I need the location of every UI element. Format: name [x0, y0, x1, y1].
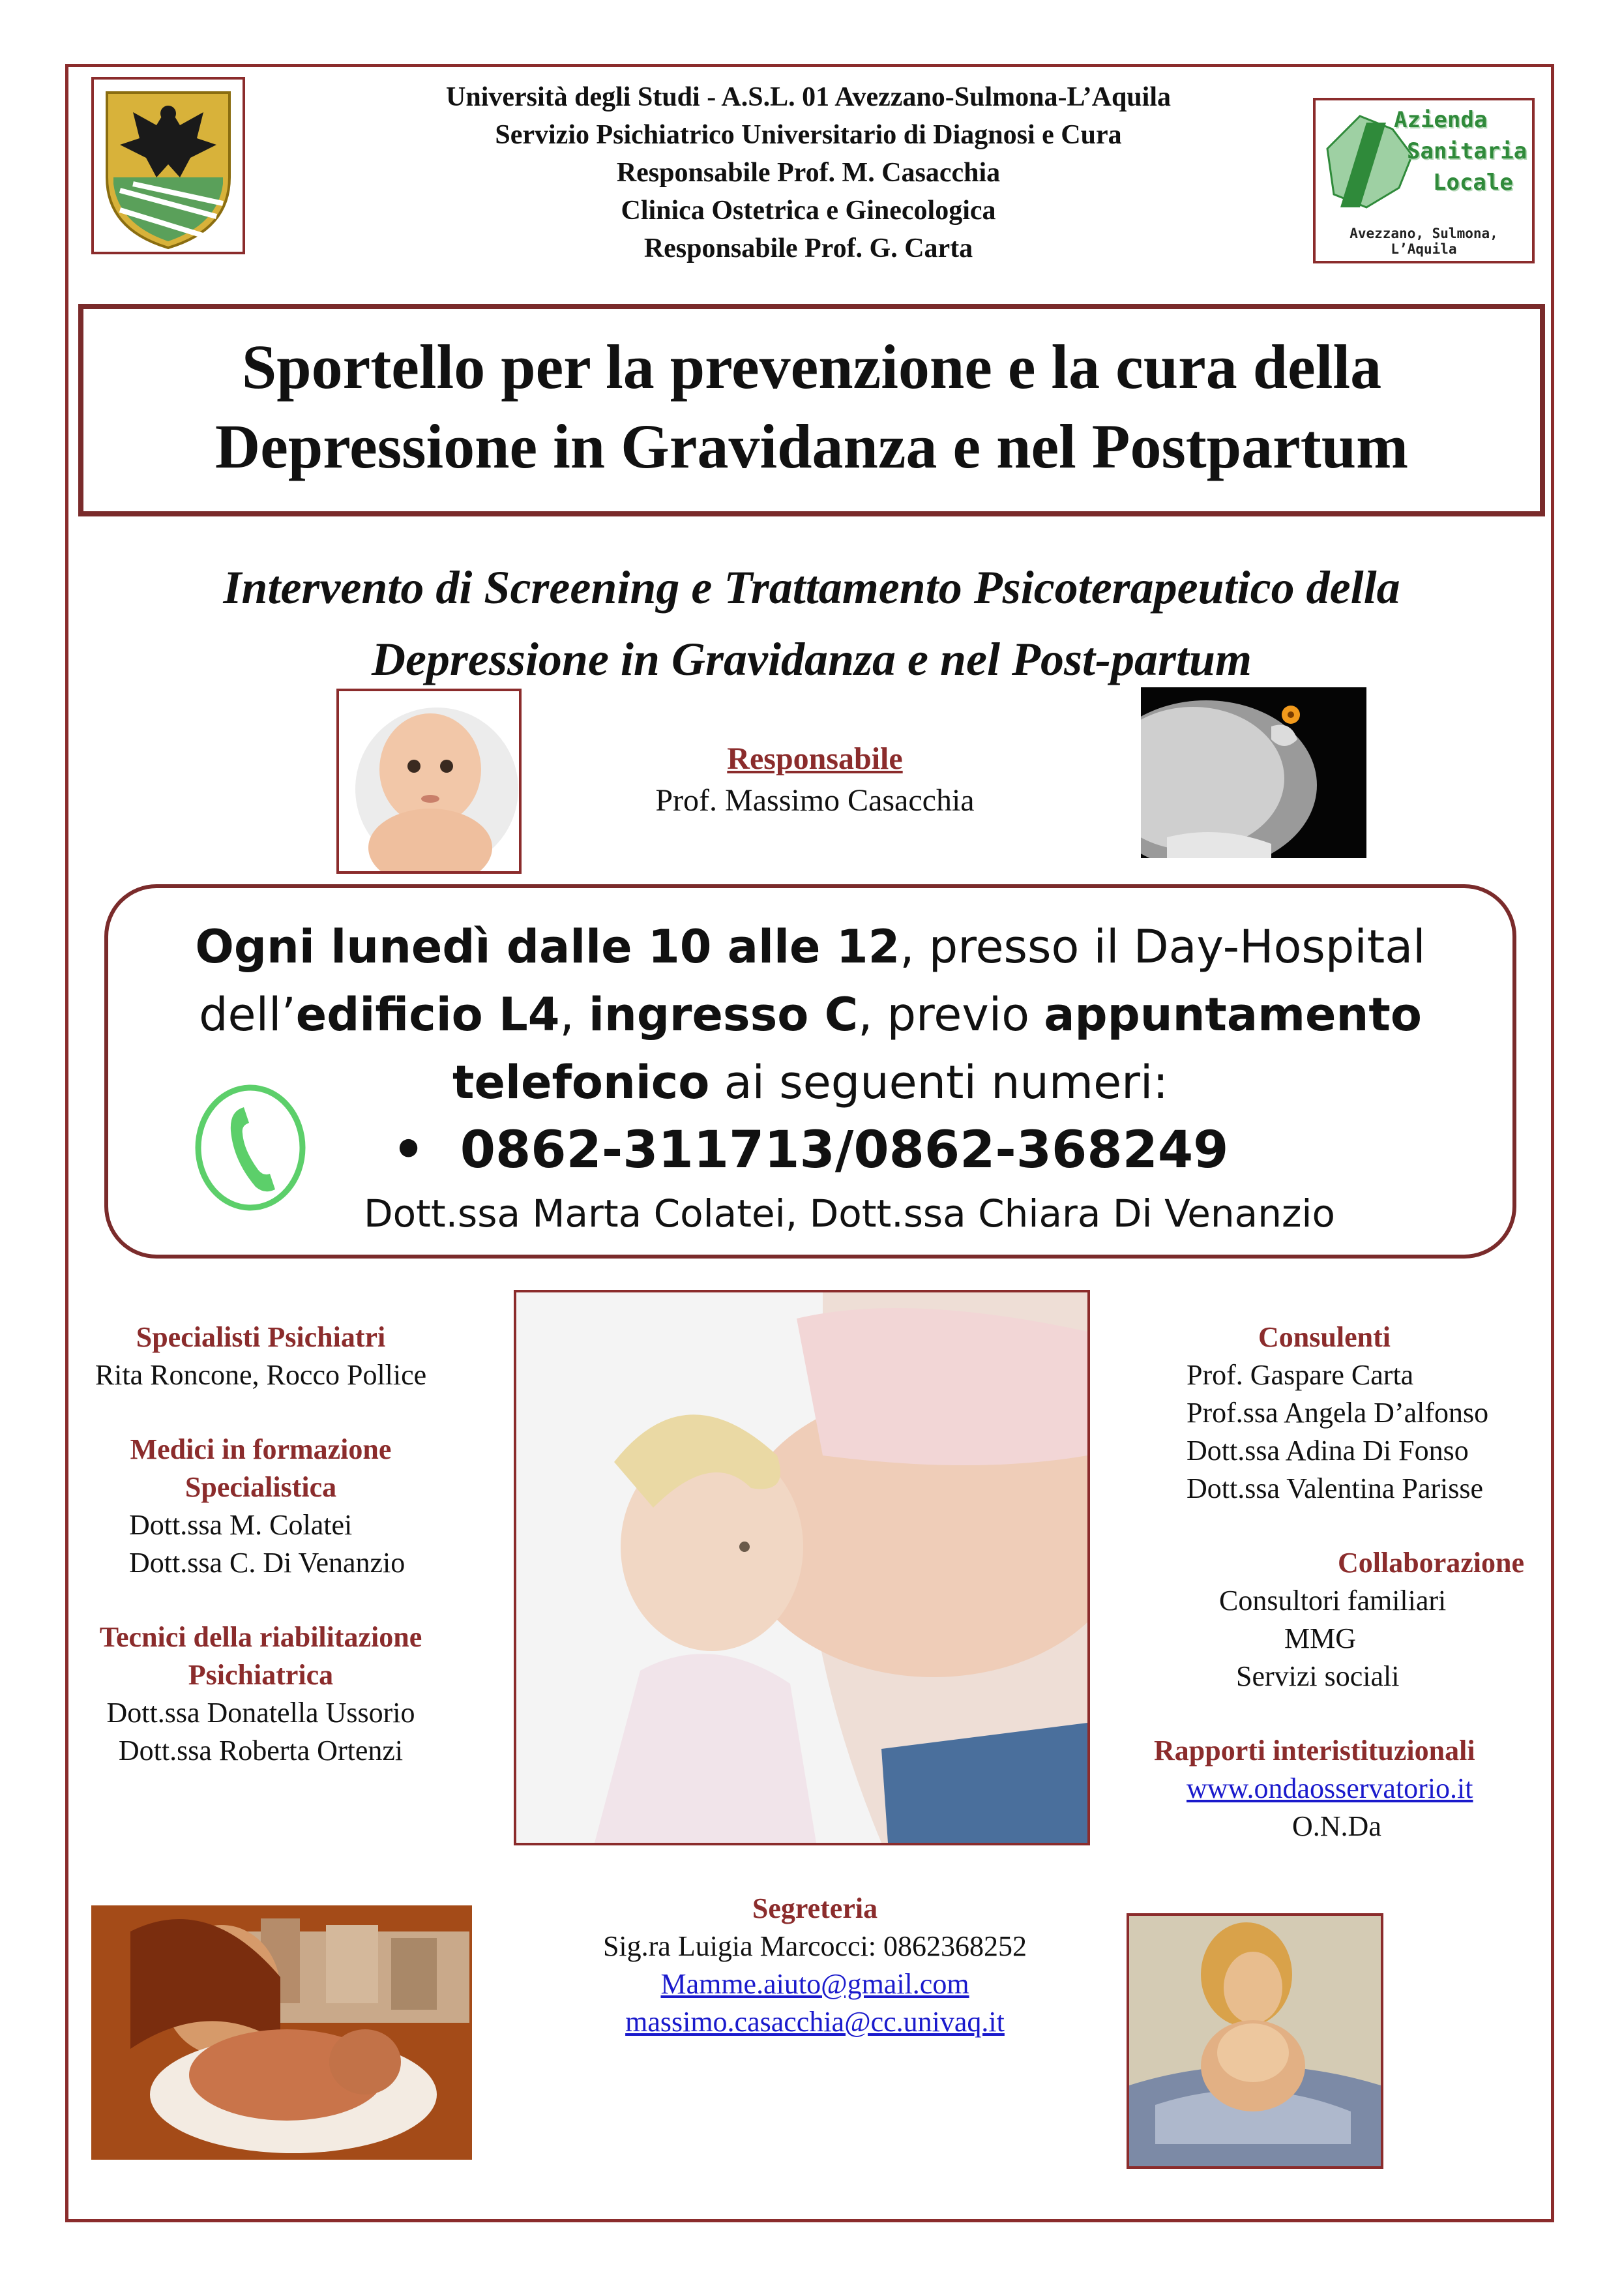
appointment-line-3	[104, 1049, 1516, 1116]
tecnici-name: Dott.ssa Roberta Ortenzi	[118, 1735, 404, 1767]
child-kissing-belly-photo	[514, 1290, 1090, 1845]
collab-item: Servizi sociali	[1236, 1660, 1400, 1692]
right-column	[1154, 1319, 1552, 1845]
text-segment: ai seguenti numeri:	[709, 1056, 1168, 1109]
asl-logo-bottom: Avezzano, Sulmona, L’Aquila	[1349, 226, 1498, 257]
medici-name: Dott.ssa M. Colatei	[129, 1509, 353, 1541]
email-link-casacchia[interactable]: massimo.casacchia@cc.univaq.it	[625, 2006, 1005, 2038]
bullet-icon: •	[392, 1121, 425, 1180]
asl-logo-line1: Azienda	[1394, 107, 1488, 133]
asl-logo-line3: Locale	[1433, 170, 1513, 196]
segreteria-title: Segreteria	[752, 1892, 878, 1924]
appointment-word: appuntamento	[1044, 988, 1422, 1041]
tecnici-name: Dott.ssa Donatella Ussorio	[106, 1697, 415, 1729]
onda-website-link[interactable]: www.ondaosservatorio.it	[1187, 1772, 1473, 1804]
subtitle-line-1: Intervento di Screening e Trattamento Psicoterapeutico della	[223, 561, 1400, 614]
medici-title-2: Specialistica	[184, 1471, 337, 1503]
collab-title: Collaborazione	[1338, 1547, 1524, 1579]
header-line: Clinica Ostetrica e Ginecologica	[621, 196, 996, 226]
responsabile-name: Prof. Massimo Casacchia	[655, 783, 975, 818]
medici-title-1: Medici in formazione	[130, 1433, 392, 1465]
entrance: ingresso C	[588, 988, 859, 1041]
consulenti-name: Prof. Gaspare Carta	[1187, 1359, 1414, 1391]
header-line: Responsabile Prof. M. Casacchia	[616, 158, 1001, 188]
mother-child-painting-right	[1127, 1913, 1383, 2169]
header-line: Università degli Studi - A.S.L. 01 Avezzano-Sulmona-L’Aquila	[446, 82, 1171, 112]
collab-item: Consultori familiari	[1219, 1585, 1447, 1617]
consulenti-name: Prof.ssa Angela D’alfonso	[1187, 1397, 1489, 1429]
psichiatri-title: Specialisti Psichiatri	[136, 1321, 386, 1353]
consulenti-name: Dott.ssa Adina Di Fonso	[1187, 1435, 1469, 1467]
subtitle	[91, 552, 1532, 695]
main-title-box	[78, 304, 1545, 516]
collab-item: MMG	[1284, 1622, 1357, 1654]
contacts-line: Dott.ssa Marta Colatei, Dott.ssa Chiara Di Venanzio	[363, 1191, 1336, 1236]
title-line-1: Sportello per la prevenzione e la cura della	[241, 332, 1382, 402]
left-column	[78, 1319, 443, 1770]
university-logo	[91, 77, 245, 254]
consulenti-name: Dott.ssa Valentina Parisse	[1187, 1472, 1484, 1504]
appointment-text	[104, 913, 1516, 1243]
header-line: Servizio Psichiatrico Universitario di Diagnosi e Cura	[495, 120, 1122, 150]
subtitle-line-2: Depressione in Gravidanza e nel Post-partum	[371, 633, 1252, 685]
title-line-2: Depressione in Gravidanza e nel Postpartum	[214, 411, 1409, 481]
text-segment: dell’	[199, 988, 296, 1041]
tecnici-title-1: Tecnici della riabilitazione	[99, 1621, 422, 1653]
text-segment: , previo	[858, 988, 1044, 1041]
consulenti-title: Consulenti	[1258, 1321, 1391, 1353]
segreteria-contact: Sig.ra Luigia Marcocci: 0862368252	[602, 1930, 1027, 1962]
building: edificio L4	[295, 988, 560, 1041]
pregnancy-photo	[1141, 687, 1366, 858]
onda-org: O.N.Da	[1292, 1810, 1381, 1842]
appointment-line-2	[104, 981, 1516, 1049]
appointment-line-1	[104, 913, 1516, 981]
medici-name: Dott.ssa C. Di Venanzio	[129, 1547, 406, 1579]
header-line: Responsabile Prof. G. Carta	[643, 233, 973, 263]
asl-logo	[1313, 98, 1535, 263]
email-link-mamme[interactable]: Mamme.aiuto@gmail.com	[660, 1968, 969, 2000]
mother-child-painting-left	[91, 1905, 472, 2160]
responsabile-label: Responsabile	[727, 741, 903, 776]
asl-logo-line2: Sanitaria	[1407, 138, 1527, 164]
appointment-location: , presso il Day-Hospital	[900, 920, 1426, 974]
baby-photo	[336, 689, 522, 874]
text-segment: ,	[559, 988, 589, 1041]
phone-numbers-line	[104, 1116, 1516, 1184]
rapporti-title: Rapporti interistituzionali	[1154, 1735, 1475, 1767]
header-text	[261, 78, 1356, 267]
psichiatri-names: Rita Roncone, Rocco Pollice	[95, 1359, 427, 1391]
telephone-word: telefonico	[452, 1056, 710, 1109]
phone-numbers[interactable]: 0862-311713/0862-368249	[460, 1121, 1229, 1180]
tecnici-title-2: Psichiatrica	[188, 1659, 334, 1691]
segreteria	[509, 1890, 1121, 2041]
appointment-day-time: Ogni lunedì dalle 10 alle 12	[195, 920, 900, 974]
